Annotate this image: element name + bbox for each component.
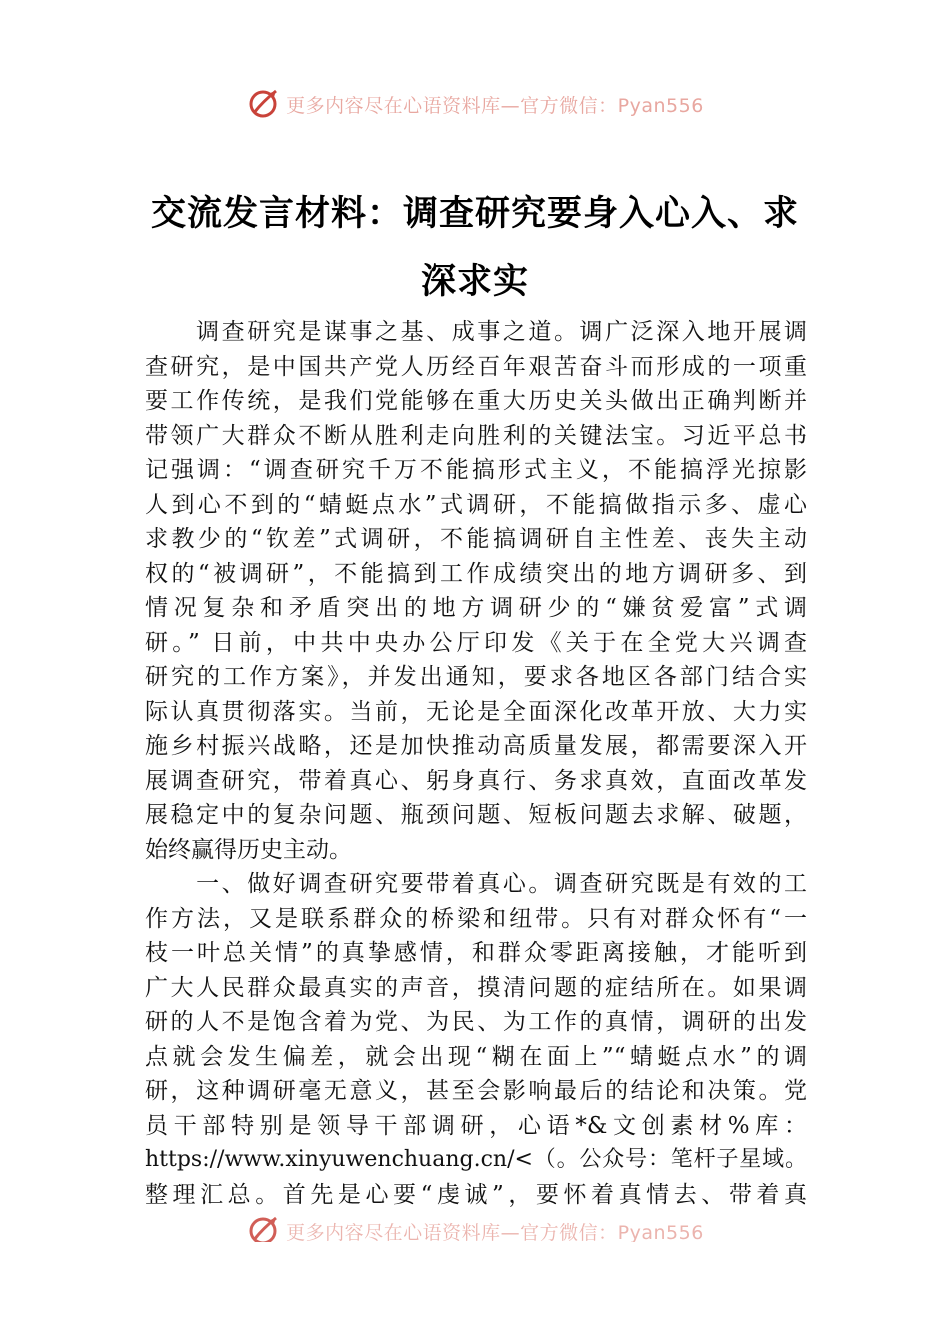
body-line: 研的人不是饱含着为党、为民、为工作的真情，调研的出发 (145, 1009, 807, 1035)
body-line: 广大人民群众最真实的声音，摸清问题的症结所在。如果调 (145, 974, 807, 1001)
body-line: https://www.xinyuwenchuang.cn/<（。公众号：笔杆子星域。 (145, 1147, 807, 1172)
body-line: 始终赢得历史主动。 (145, 836, 352, 863)
body-line: 带领广大群众不断从胜利走向胜利的关键法宝。习近平总书 (145, 422, 807, 449)
body-line: 研究的工作方案》，并发出通知，要求各地区各部门结合实 (145, 664, 807, 690)
body-line: 权的“被调研”，不能搞到工作成绩突出的地方调研多、到 (145, 560, 807, 587)
body-line: 研，这种调研毫无意义，甚至会影响最后的结论和决策。党 (145, 1078, 807, 1104)
title-line: 交流发言材料：调查研究要身入心入、求 (150, 193, 799, 234)
body-line: 调查研究是谋事之基、成事之道。调广泛深入地开展调 (145, 319, 807, 345)
body-line: 展稳定中的复杂问题、瓶颈问题、短板问题去求解、破题， (145, 802, 807, 828)
body-line: 点就会发生偏差，就会出现“糊在面上”“蜻蜓点水”的调 (145, 1043, 807, 1070)
footer-watermark-text: 更多内容尽在心语资料库—官方微信：Pyan556 (286, 1221, 704, 1242)
header-watermark-text: 更多内容尽在心语资料库—官方微信：Pyan556 (286, 94, 704, 117)
pen-logo-icon (246, 1214, 280, 1242)
body-line: 求教少的“钦差”式调研，不能搞调研自主性差、丧失主动 (145, 526, 807, 552)
body-line: 员干部特别是领导干部调研，心语*&文创素材%库： (145, 1112, 807, 1139)
body-line: 一、做好调查研究要带着真心。调查研究既是有效的工 (145, 871, 807, 897)
body-line: 要工作传统，是我们党能够在重大历史关头做出正确判断并 (145, 388, 807, 414)
body-line: 研。” 日前，中共中央办公厅印发《关于在全党大兴调查 (145, 629, 807, 656)
body-line: 人到心不到的“蜻蜓点水”式调研，不能搞做指示多、虚心 (145, 491, 807, 518)
body-line: 整理汇总。首先是心要“虔诚”，要怀着真情去、带着真 (145, 1181, 807, 1208)
body-line: 施乡村振兴战略，还是加快推动高质量发展，都需要深入开 (145, 733, 807, 759)
title-line: 深求实 (420, 261, 529, 302)
document-title (140, 180, 810, 316)
header-watermark (0, 84, 950, 124)
document-body (145, 315, 807, 1212)
body-line: 记强调：“调查研究千万不能搞形式主义，不能搞浮光掠影 (145, 457, 807, 483)
body-line: 作方法，又是联系群众的桥梁和纽带。只有对群众怀有“一 (145, 905, 807, 932)
body-line: 情况复杂和矛盾突出的地方调研少的“嫌贫爱富”式调 (145, 595, 807, 621)
body-line: 查研究，是中国共产党人历经百年艰苦奋斗而形成的一项重 (145, 353, 807, 380)
body-line: 枝一叶总关情”的真挚感情，和群众零距离接触，才能听到 (145, 940, 807, 966)
footer-watermark (0, 1208, 950, 1242)
body-line: 际认真贯彻落实。当前，无论是全面深化改革开放、大力实 (145, 698, 807, 725)
body-line: 展调查研究，带着真心、躬身真行、务求真效，直面改革发 (145, 767, 807, 794)
pen-logo-icon (246, 87, 280, 121)
